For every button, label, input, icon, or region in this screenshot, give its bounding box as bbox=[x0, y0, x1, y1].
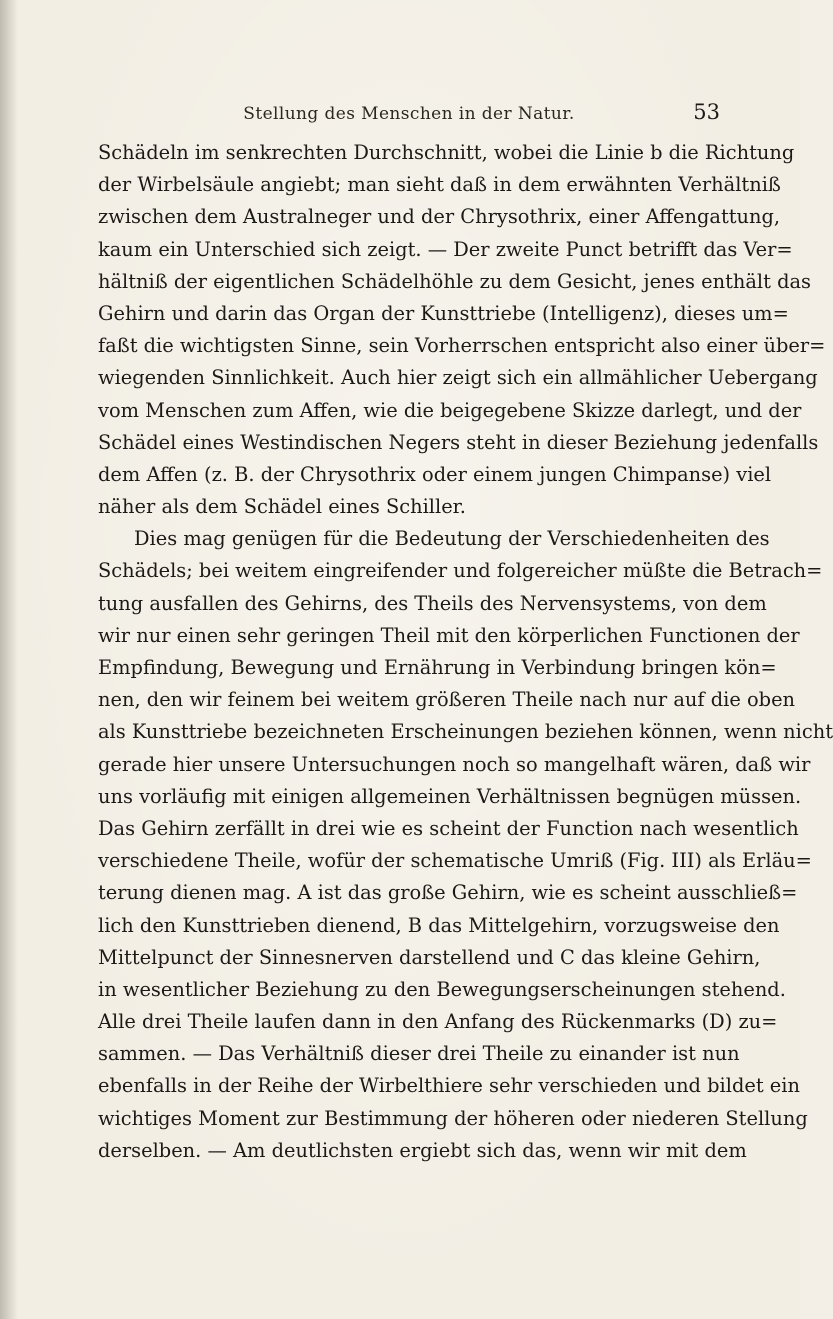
page-number: 53 bbox=[693, 100, 720, 124]
text-line: der Wirbelsäule angiebt; man sieht daß in dem erwähnten Verhältniß bbox=[98, 173, 781, 197]
text-line: faßt die wichtigsten Sinne, sein Vorherrschen entspricht also einer über= bbox=[98, 334, 826, 358]
text-line: in wesentlicher Beziehung zu den Bewegungserscheinungen stehend. bbox=[98, 977, 786, 1001]
text-line: wiegenden Sinnlichkeit. Auch hier zeigt sich ein allmählicher Uebergang bbox=[98, 366, 818, 390]
text-line: ebenfalls in der Reihe der Wirbelthiere sehr verschieden und bildet ein bbox=[98, 1074, 800, 1098]
text-line: Gehirn und darin das Organ der Kunsttriebe (Intelligenz), dieses um= bbox=[98, 301, 789, 325]
text-line: Das Gehirn zerfällt in drei wie es scheint der Function nach wesentlich bbox=[98, 816, 799, 840]
running-head-title: Stellung des Menschen in der Natur. bbox=[243, 104, 575, 124]
text-line: derselben. — Am deutlichsten ergiebt sich das, wenn wir mit dem bbox=[98, 1138, 747, 1162]
text-line: zwischen dem Australneger und der Chrysothrix, einer Affengattung, bbox=[98, 205, 781, 229]
body-text bbox=[98, 137, 833, 1167]
text-line: tung ausfallen des Gehirns, des Theils des Nervensystems, von dem bbox=[98, 591, 767, 615]
text-line: näher als dem Schädel eines Schiller. bbox=[98, 495, 466, 519]
text-line: kaum ein Unterschied sich zeigt. — Der zweite Punct betrifft das Ver= bbox=[98, 237, 793, 261]
text-line: Mittelpunct der Sinnesnerven darstellend und C das kleine Gehirn, bbox=[98, 945, 761, 969]
text-line: Schädeln im senkrechten Durchschnitt, wobei die Linie b die Richtung bbox=[98, 141, 795, 164]
text-line: Schädel eines Westindischen Negers steht in dieser Beziehung jedenfalls bbox=[98, 430, 819, 454]
spine-shadow bbox=[0, 0, 18, 1319]
text-line: Empfindung, Bewegung und Ernährung in Verbindung bringen kön= bbox=[98, 656, 777, 679]
text-line: Dies mag genügen für die Bedeutung der Verschiedenheiten des bbox=[134, 527, 770, 551]
text-line: lich den Kunsttrieben dienend, B das Mittelgehirn, vorzugsweise den bbox=[98, 913, 780, 937]
text-line: wichtiges Moment zur Bestimmung der höheren oder niederen Stellung bbox=[98, 1106, 808, 1130]
text-line: als Kunsttriebe bezeichneten Erscheinungen beziehen können, wenn nicht bbox=[98, 720, 833, 744]
text-line: sammen. — Das Verhältniß dieser drei Theile zu einander ist nun bbox=[98, 1042, 740, 1066]
text-line: dem Affen (z. B. der Chrysothrix oder einem jungen Chimpanse) viel bbox=[98, 462, 772, 486]
text-line: Schädels; bei weitem eingreifender und folgereicher müßte die Betrach= bbox=[98, 559, 823, 583]
text-line: Alle drei Theile laufen dann in den Anfang des Rückenmarks (D) zu= bbox=[98, 1010, 778, 1034]
text-line: hältniß der eigentlichen Schädelhöhle zu dem Gesicht, jenes enthält das bbox=[98, 269, 812, 293]
text-line: wir nur einen sehr geringen Theil mit den körperlichen Functionen der bbox=[98, 623, 800, 647]
text-line: terung dienen mag. A ist das große Gehirn, wie es scheint ausschließ= bbox=[98, 881, 798, 905]
text-line: verschiedene Theile, wofür der schematische Umriß (Fig. III) als Erläu= bbox=[98, 849, 812, 873]
text-line: nen, den wir feinem bei weitem größeren Theile nach nur auf die oben bbox=[98, 688, 796, 712]
text-line: vom Menschen zum Affen, wie die beigegebene Skizze darlegt, und der bbox=[98, 398, 802, 422]
text-line: gerade hier unsere Untersuchungen noch so mangelhaft wären, daß wir bbox=[98, 752, 811, 776]
text-line: uns vorläufig mit einigen allgemeinen Verhältnissen begnügen müssen. bbox=[98, 784, 802, 808]
running-head bbox=[98, 100, 720, 134]
